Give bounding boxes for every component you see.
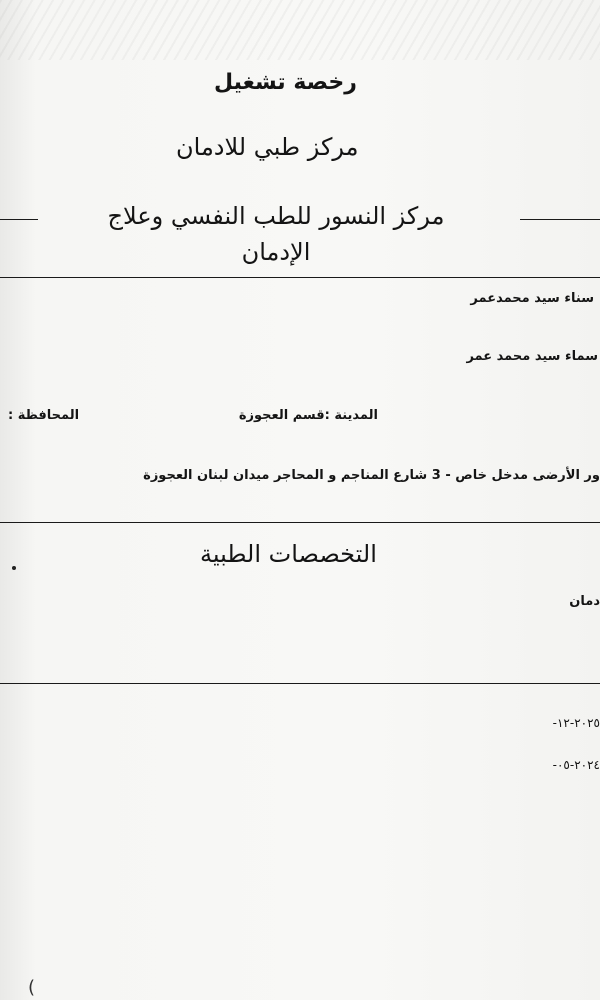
owner-line-2: سماء سيد محمد عمر — [466, 349, 598, 364]
divider-3 — [0, 683, 600, 684]
city-field: المدينة :قسم العجوزة — [238, 408, 378, 423]
stray-mark — [12, 566, 16, 570]
governorate-label: المحافظة : — [8, 408, 80, 423]
side-rule-left — [0, 219, 38, 220]
date-field-1: ٢٠٢٥-١٢- — [552, 716, 600, 730]
owner-line-1: سناء سيد محمدعمر — [470, 291, 594, 306]
side-rule-right — [520, 219, 600, 220]
divider-2 — [0, 522, 600, 523]
specialties-heading: التخصصات الطبية — [200, 540, 377, 568]
address-field: ور الأرضى مدخل خاص - 3 شارع المناجم و المحاجر ميدان لبنان العجوزة — [143, 468, 600, 483]
facility-type: مركز طبي للادمان — [176, 133, 359, 161]
date-field-2: ٢٠٢٤-٠٥- — [552, 758, 600, 772]
document-title: رخصة تشغيل — [214, 70, 357, 95]
paper-texture-top — [0, 0, 600, 60]
divider-1 — [0, 277, 600, 278]
specialty-value: دمان — [569, 594, 600, 609]
stray-parenthesis-mark: ( — [28, 977, 36, 998]
facility-name: مركز النسور للطب النفسي وعلاج الإدمان — [107, 202, 445, 266]
